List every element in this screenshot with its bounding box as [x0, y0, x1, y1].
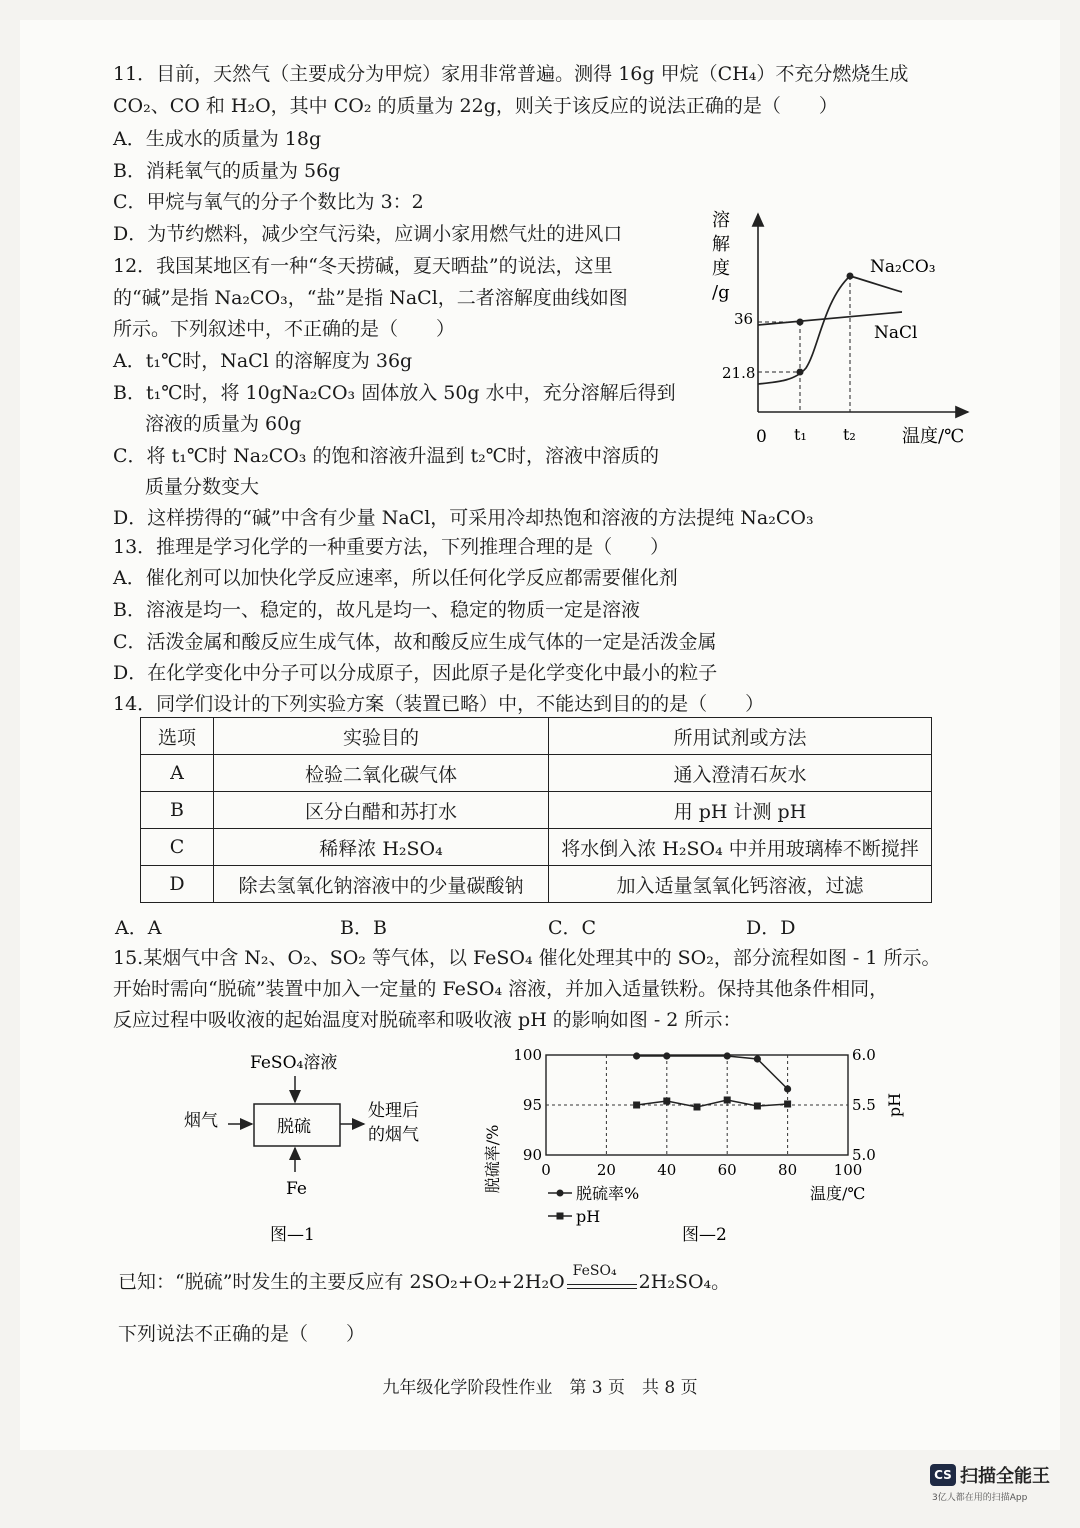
- q12-option-b-line1: B．t₁℃时，将 10gNa₂CO₃ 固体放入 50g 水中，充分溶解后得到: [113, 382, 676, 404]
- solubility-chart: [700, 200, 990, 460]
- sol-origin: 0: [756, 427, 767, 447]
- fig1-fe-label: Fe: [286, 1179, 307, 1199]
- q15-stem-line1: 15.某烟气中含 N₂、O₂、SO₂ 等气体，以 FeSO₄ 催化处理其中的 SO₂，部分流程如图 - 1 所示。: [113, 947, 941, 969]
- sol-nacl-label: NaCl: [874, 323, 918, 343]
- q14-option-b: B．B: [340, 917, 387, 939]
- q14-option-c: C．C: [548, 917, 597, 939]
- q11-option-c: C．甲烷与氧气的分子个数比为 3：2: [113, 191, 424, 213]
- table-cell-purpose: 区分白醋和苏打水: [214, 792, 549, 829]
- sol-y218-label: 21.8: [722, 364, 756, 382]
- table-header-row: [141, 718, 932, 755]
- table-cell-purpose: 除去氢氧化钠溶液中的少量碳酸钠: [214, 866, 549, 903]
- table-row: [141, 755, 932, 792]
- sol-ylabel-1: 溶: [712, 210, 730, 231]
- q15-stem-line2: 开始时需向“脱硫”装置中加入一定量的 FeSO₄ 溶液，并加入适量铁粉。保持其他条件相同，: [113, 978, 889, 1000]
- q14-experiment-table: [140, 717, 932, 903]
- sol-ylabel-3: 度: [712, 258, 730, 279]
- fig2-rate-point: [754, 1055, 761, 1062]
- sol-t2-label: t₂: [843, 425, 856, 444]
- sol-na2co3-label: Na₂CO₃: [870, 257, 936, 277]
- fig2-ph-point: [694, 1104, 701, 1111]
- q15-known-product: 2H₂SO₄。: [638, 1271, 731, 1293]
- equals-sign: [567, 1284, 637, 1289]
- table-cell-method: 用 pH 计测 pH: [549, 792, 932, 829]
- fig2-ytick-label: 90: [522, 1146, 542, 1164]
- q13-option-b: B．溶液是均一、稳定的，故凡是均一、稳定的物质一定是溶液: [113, 599, 640, 621]
- q12-option-c-line1: C．将 t₁℃时 Na₂CO₃ 的饱和溶液升温到 t₂℃时，溶液中溶质的: [113, 445, 660, 467]
- fig2-xlabel: 温度/℃: [810, 1184, 866, 1203]
- q12-stem-line1: 12．我国某地区有一种“冬天捞碱，夏天晒盐”的说法，这里: [113, 255, 613, 277]
- fig2-xtick-label: 100: [833, 1161, 863, 1179]
- q11-option-a: A．生成水的质量为 18g: [113, 128, 322, 150]
- fig2-xtick-label: 20: [596, 1161, 616, 1179]
- q11-option-b: B．消耗氧气的质量为 56g: [113, 160, 341, 182]
- q11-stem-line1: 11．目前，天然气（主要成分为甲烷）家用非常普遍。测得 16g 甲烷（CH₄）不充分燃烧生成: [113, 63, 909, 85]
- q12-stem-line3: 所示。下列叙述中，不正确的是（ ）: [113, 318, 456, 340]
- q12-option-d: D．这样捞得的“碱”中含有少量 NaCl，可采用冷却热饱和溶液的方法提纯 Na₂CO₃: [113, 507, 814, 529]
- q11-stem-line2: CO₂、CO 和 H₂O，其中 CO₂ 的质量为 22g，则关于该反应的说法正确的是（ ）: [113, 95, 838, 117]
- fig2-ph-point: [633, 1102, 640, 1109]
- fig2-legend-rate-marker: [557, 1190, 564, 1197]
- sol-t2-peak-point: [847, 273, 854, 280]
- fig2-rate-point: [633, 1052, 640, 1059]
- fig2-legend-ph: pH: [576, 1207, 601, 1226]
- table-header-purpose: 实验目的: [214, 718, 549, 755]
- fig2-xtick-label: 40: [657, 1161, 677, 1179]
- table-header-option: 选项: [141, 718, 214, 755]
- fig2-rate-point: [784, 1085, 791, 1092]
- fig2-ph-point: [663, 1098, 670, 1105]
- sol-ylabel-4: /g: [712, 282, 730, 303]
- table-cell-option: D: [141, 866, 214, 903]
- q13-option-a: A．催化剂可以加快化学反应速率，所以任何化学反应都需要催化剂: [113, 567, 678, 589]
- table-cell-option: B: [141, 792, 214, 829]
- fig2-ph-line: [637, 1100, 788, 1107]
- sol-t1-label: t₁: [794, 425, 807, 444]
- figure-1-flow: [170, 1040, 460, 1250]
- fig2-y2tick-label: 5.5: [852, 1096, 876, 1114]
- q11-option-d: D．为节约燃料，减少空气污染，应调小家用燃气灶的进风口: [113, 223, 623, 245]
- table-cell-method: 将水倒入浓 H₂SO₄ 中并用玻璃棒不断搅拌: [549, 829, 932, 866]
- q15-catalyst-arrow: [565, 1263, 639, 1294]
- table-cell-purpose: 检验二氧化碳气体: [214, 755, 549, 792]
- table-cell-method: 通入澄清石灰水: [549, 755, 932, 792]
- scanner-logo-name: 扫描全能王: [960, 1466, 1050, 1487]
- q13-stem: 13．推理是学习化学的一种重要方法，下列推理合理的是（ ）: [113, 536, 670, 558]
- fig1-output-label-2: 的烟气: [368, 1125, 419, 1145]
- table-header-method: 所用试剂或方法: [549, 718, 932, 755]
- scanner-logo-badge: CS: [930, 1464, 956, 1486]
- table-row: [141, 829, 932, 866]
- table-cell-option: A: [141, 755, 214, 792]
- sol-y36-label: 36: [734, 310, 754, 328]
- fig2-ytick-label: 100: [513, 1046, 542, 1064]
- q15-ask: 下列说法不正确的是（ ）: [118, 1323, 366, 1345]
- q12-option-a: A．t₁℃时，NaCl 的溶解度为 36g: [113, 350, 413, 372]
- fig1-feso4-label: FeSO₄溶液: [250, 1053, 338, 1073]
- fig1-flue-gas-label: 烟气: [184, 1111, 218, 1131]
- q15-known-reaction: [118, 1263, 731, 1294]
- fig2-ph-point: [724, 1097, 731, 1104]
- scanner-logo-tagline: 3亿人都在用的扫描App: [932, 1493, 1028, 1503]
- q12-option-b-line2: 溶液的质量为 60g: [145, 413, 302, 435]
- fig1-box-label: 脱硫: [277, 1117, 311, 1137]
- sol-xlabel: 温度/℃: [902, 426, 965, 447]
- table-row: [141, 792, 932, 829]
- q13-option-c: C．活泼金属和酸反应生成气体，故和酸反应生成气体的一定是活泼金属: [113, 631, 717, 653]
- fig2-y2tick-label: 5.0: [852, 1146, 876, 1164]
- q13-option-d: D．在化学变化中分子可以分成原子，因此原子是化学变化中最小的粒子: [113, 662, 718, 684]
- q14-stem: 14．同学们设计的下列实验方案（装置已略）中，不能达到目的的是（ ）: [113, 693, 765, 715]
- q12-stem-line2: 的“碱”是指 Na₂CO₃，“盐”是指 NaCl，二者溶解度曲线如图: [113, 287, 628, 309]
- q12-option-c-line2: 质量分数变大: [145, 476, 260, 498]
- fig2-y2tick-label: 6.0: [852, 1046, 876, 1064]
- fig2-xtick-label: 60: [717, 1161, 737, 1179]
- table-cell-purpose: 稀释浓 H₂SO₄: [214, 829, 549, 866]
- fig2-ylabel-left: 脱硫率/%: [483, 1124, 502, 1194]
- q15-catalyst-label: FeSO₄: [572, 1263, 617, 1279]
- fig2-ph-point: [754, 1103, 761, 1110]
- fig2-legend-rate: 脱硫率%: [576, 1184, 640, 1203]
- q14-option-d: D．D: [746, 917, 796, 939]
- fig2-legend-ph-marker: [557, 1213, 564, 1220]
- sol-t1-intersection-point: [797, 319, 804, 326]
- table-row: [141, 866, 932, 903]
- fig2-ylabel-right: pH: [885, 1092, 904, 1118]
- sol-t1-na2co3-point: [797, 369, 804, 376]
- fig2-rate-point: [663, 1052, 670, 1059]
- scanner-logo: [930, 1462, 1050, 1503]
- fig1-output-label-1: 处理后: [368, 1101, 419, 1121]
- fig2-xtick-label: 80: [778, 1161, 798, 1179]
- fig2-xtick-label: 0: [541, 1161, 551, 1179]
- fig2-ph-point: [784, 1101, 791, 1108]
- q15-known-text: 已知：“脱硫”时发生的主要反应有 2SO₂+O₂+2H₂O: [118, 1271, 565, 1293]
- sol-ylabel-2: 解: [712, 234, 730, 255]
- page-footer: 九年级化学阶段性作业 第 3 页 共 8 页: [382, 1378, 698, 1398]
- fig2-rate-line: [637, 1056, 788, 1089]
- q14-option-a: A．A: [115, 917, 162, 939]
- fig2-rate-point: [724, 1052, 731, 1059]
- q15-stem-line3: 反应过程中吸收液的起始温度对脱硫率和吸收液 pH 的影响如图 - 2 所示：: [113, 1009, 742, 1031]
- fig1-caption: 图—1: [270, 1225, 315, 1245]
- fig2-ytick-label: 95: [522, 1096, 542, 1114]
- fig2-caption: 图—2: [682, 1225, 727, 1245]
- figure-2-chart: [470, 1035, 930, 1250]
- table-cell-method: 加入适量氢氧化钙溶液，过滤: [549, 866, 932, 903]
- table-cell-option: C: [141, 829, 214, 866]
